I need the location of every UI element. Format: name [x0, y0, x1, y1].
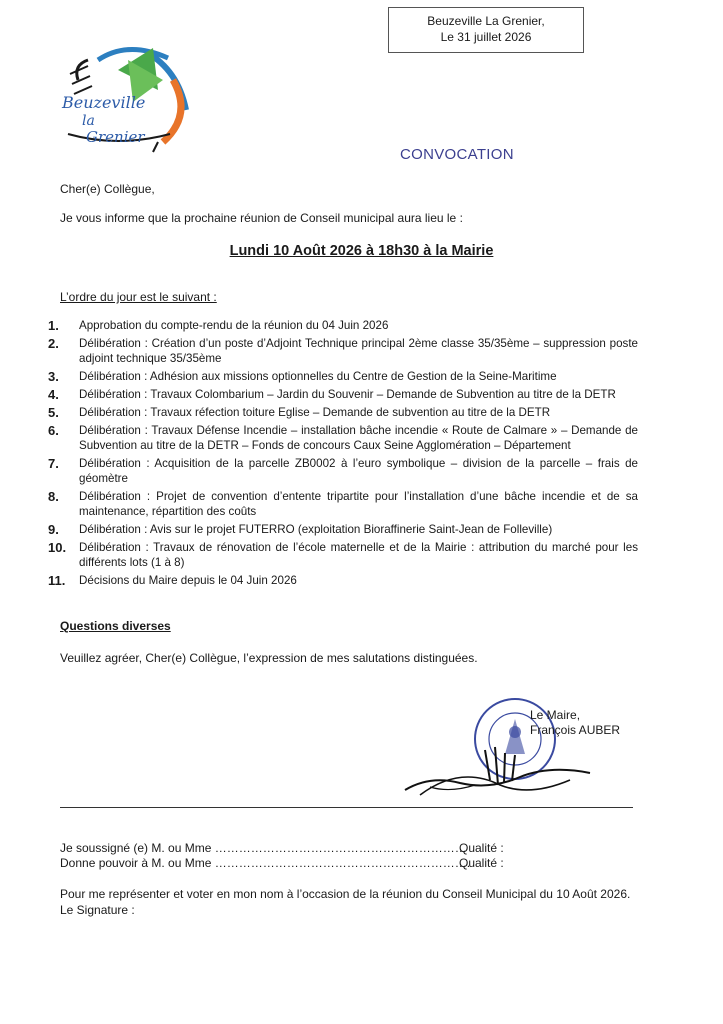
date-text: Le 31 juillet 2026 [440, 30, 532, 44]
intro-text: Je vous informe que la prochaine réunion de Conseil municipal aura lieu le : [60, 211, 463, 225]
agenda-text: Décisions du Maire depuis le 04 Juin 2026 [79, 574, 297, 587]
questions-heading: Questions diverses [60, 619, 171, 633]
agenda-item [48, 423, 638, 453]
agenda-text: Délibération : Création d’un poste d’Adjoint Technique principal 2ème classe 35/35ème – suppression poste adjoint technique 35/35ème [79, 337, 638, 365]
agenda-num: 3. [48, 369, 59, 384]
representation-text: Pour me représenter et voter en mon nom à l’occasion de la réunion du Conseil Municipal du 10 Août 2026. [60, 887, 631, 901]
logo-text-line1: Beuzeville [62, 93, 146, 112]
representation-block [60, 886, 630, 918]
agenda-item [48, 456, 638, 486]
agenda-num: 8. [48, 489, 59, 504]
agenda-text: Délibération : Travaux Colombarium – Jardin du Souvenir – Demande de Subvention au titre de la DETR [79, 388, 616, 401]
agenda-text: Délibération : Travaux Défense Incendie – installation bâche incendie « Route de Calmare » – Demande de Subvention au titre de la DETR – Fonds de concours Caux Seine Agglomération – Département [79, 424, 638, 452]
logo-text-line2: la [82, 113, 95, 129]
agenda-text: Délibération : Travaux de rénovation de l’école maternelle et de la Mairie : attribution du marché pour les différents lots (1 à 8) [79, 541, 638, 569]
qualite-label-2: Qualité : [459, 856, 504, 870]
agenda-item [48, 336, 638, 366]
agenda-num: 6. [48, 423, 59, 438]
agenda-item [48, 489, 638, 519]
agenda-num: 9. [48, 522, 59, 537]
agenda-item [48, 540, 638, 570]
agenda-item [48, 573, 638, 588]
proxy-line-2: Donne pouvoir à M. ou Mme ………………………………………………………. [60, 856, 471, 870]
agenda-num: 7. [48, 456, 59, 471]
date-box [388, 7, 584, 53]
agenda-num: 5. [48, 405, 59, 420]
agenda-title: L’ordre du jour est le suivant : [60, 290, 217, 304]
agenda-item [48, 318, 638, 333]
divider [60, 807, 633, 808]
agenda-num: 1. [48, 318, 59, 333]
agenda-item [48, 522, 638, 537]
beuzeville-logo [58, 30, 198, 160]
page-title: CONVOCATION [400, 146, 514, 163]
logo-text-line3: Grenier [86, 128, 145, 146]
qualite-label-1: Qualité : [459, 841, 504, 855]
meeting-line: Lundi 10 Août 2026 à 18h30 à la Mairie [229, 243, 494, 259]
greeting: Cher(e) Collègue, [60, 182, 155, 196]
signatory-block [530, 708, 620, 738]
agenda-num: 11. [48, 573, 66, 588]
proxy-line-1: Je soussigné (e) M. ou Mme ……………………………………………………… [60, 841, 467, 855]
agenda-text: Délibération : Travaux réfection toiture Eglise – Demande de subvention au titre de la DETR [79, 406, 551, 419]
agenda-list [48, 318, 638, 591]
signature-label: Le Signature : [60, 903, 135, 917]
agenda-text: Délibération : Adhésion aux missions optionnelles du Centre de Gestion de la Seine-Maritime [79, 370, 557, 383]
agenda-num: 4. [48, 387, 59, 402]
agenda-item [48, 387, 638, 402]
signatory-name: François AUBER [530, 723, 621, 737]
agenda-num: 10. [48, 540, 67, 555]
agenda-text: Délibération : Acquisition de la parcelle ZB0002 à l’euro symbolique – division de la parcelle – frais de géomètre [79, 457, 638, 485]
place-text: Beuzeville La Grenier, [427, 14, 545, 28]
agenda-text: Délibération : Avis sur le projet FUTERRO (exploitation Bioraffinerie Saint-Jean de Folleville) [79, 523, 553, 536]
agenda-num: 2. [48, 336, 59, 351]
agenda-text: Approbation du compte-rendu de la réunion du 04 Juin 2026 [79, 319, 389, 332]
agenda-item [48, 369, 638, 384]
signatory-role: Le Maire, [530, 708, 581, 722]
agenda-item [48, 405, 638, 420]
closing-text: Veuillez agréer, Cher(e) Collègue, l’expression de mes salutations distinguées. [60, 651, 478, 665]
handwritten-signature [400, 735, 600, 805]
agenda-text: Délibération : Projet de convention d’entente tripartite pour l’installation d’une bâche incendie et de sa maintenance, répartition des coûts [79, 490, 638, 518]
